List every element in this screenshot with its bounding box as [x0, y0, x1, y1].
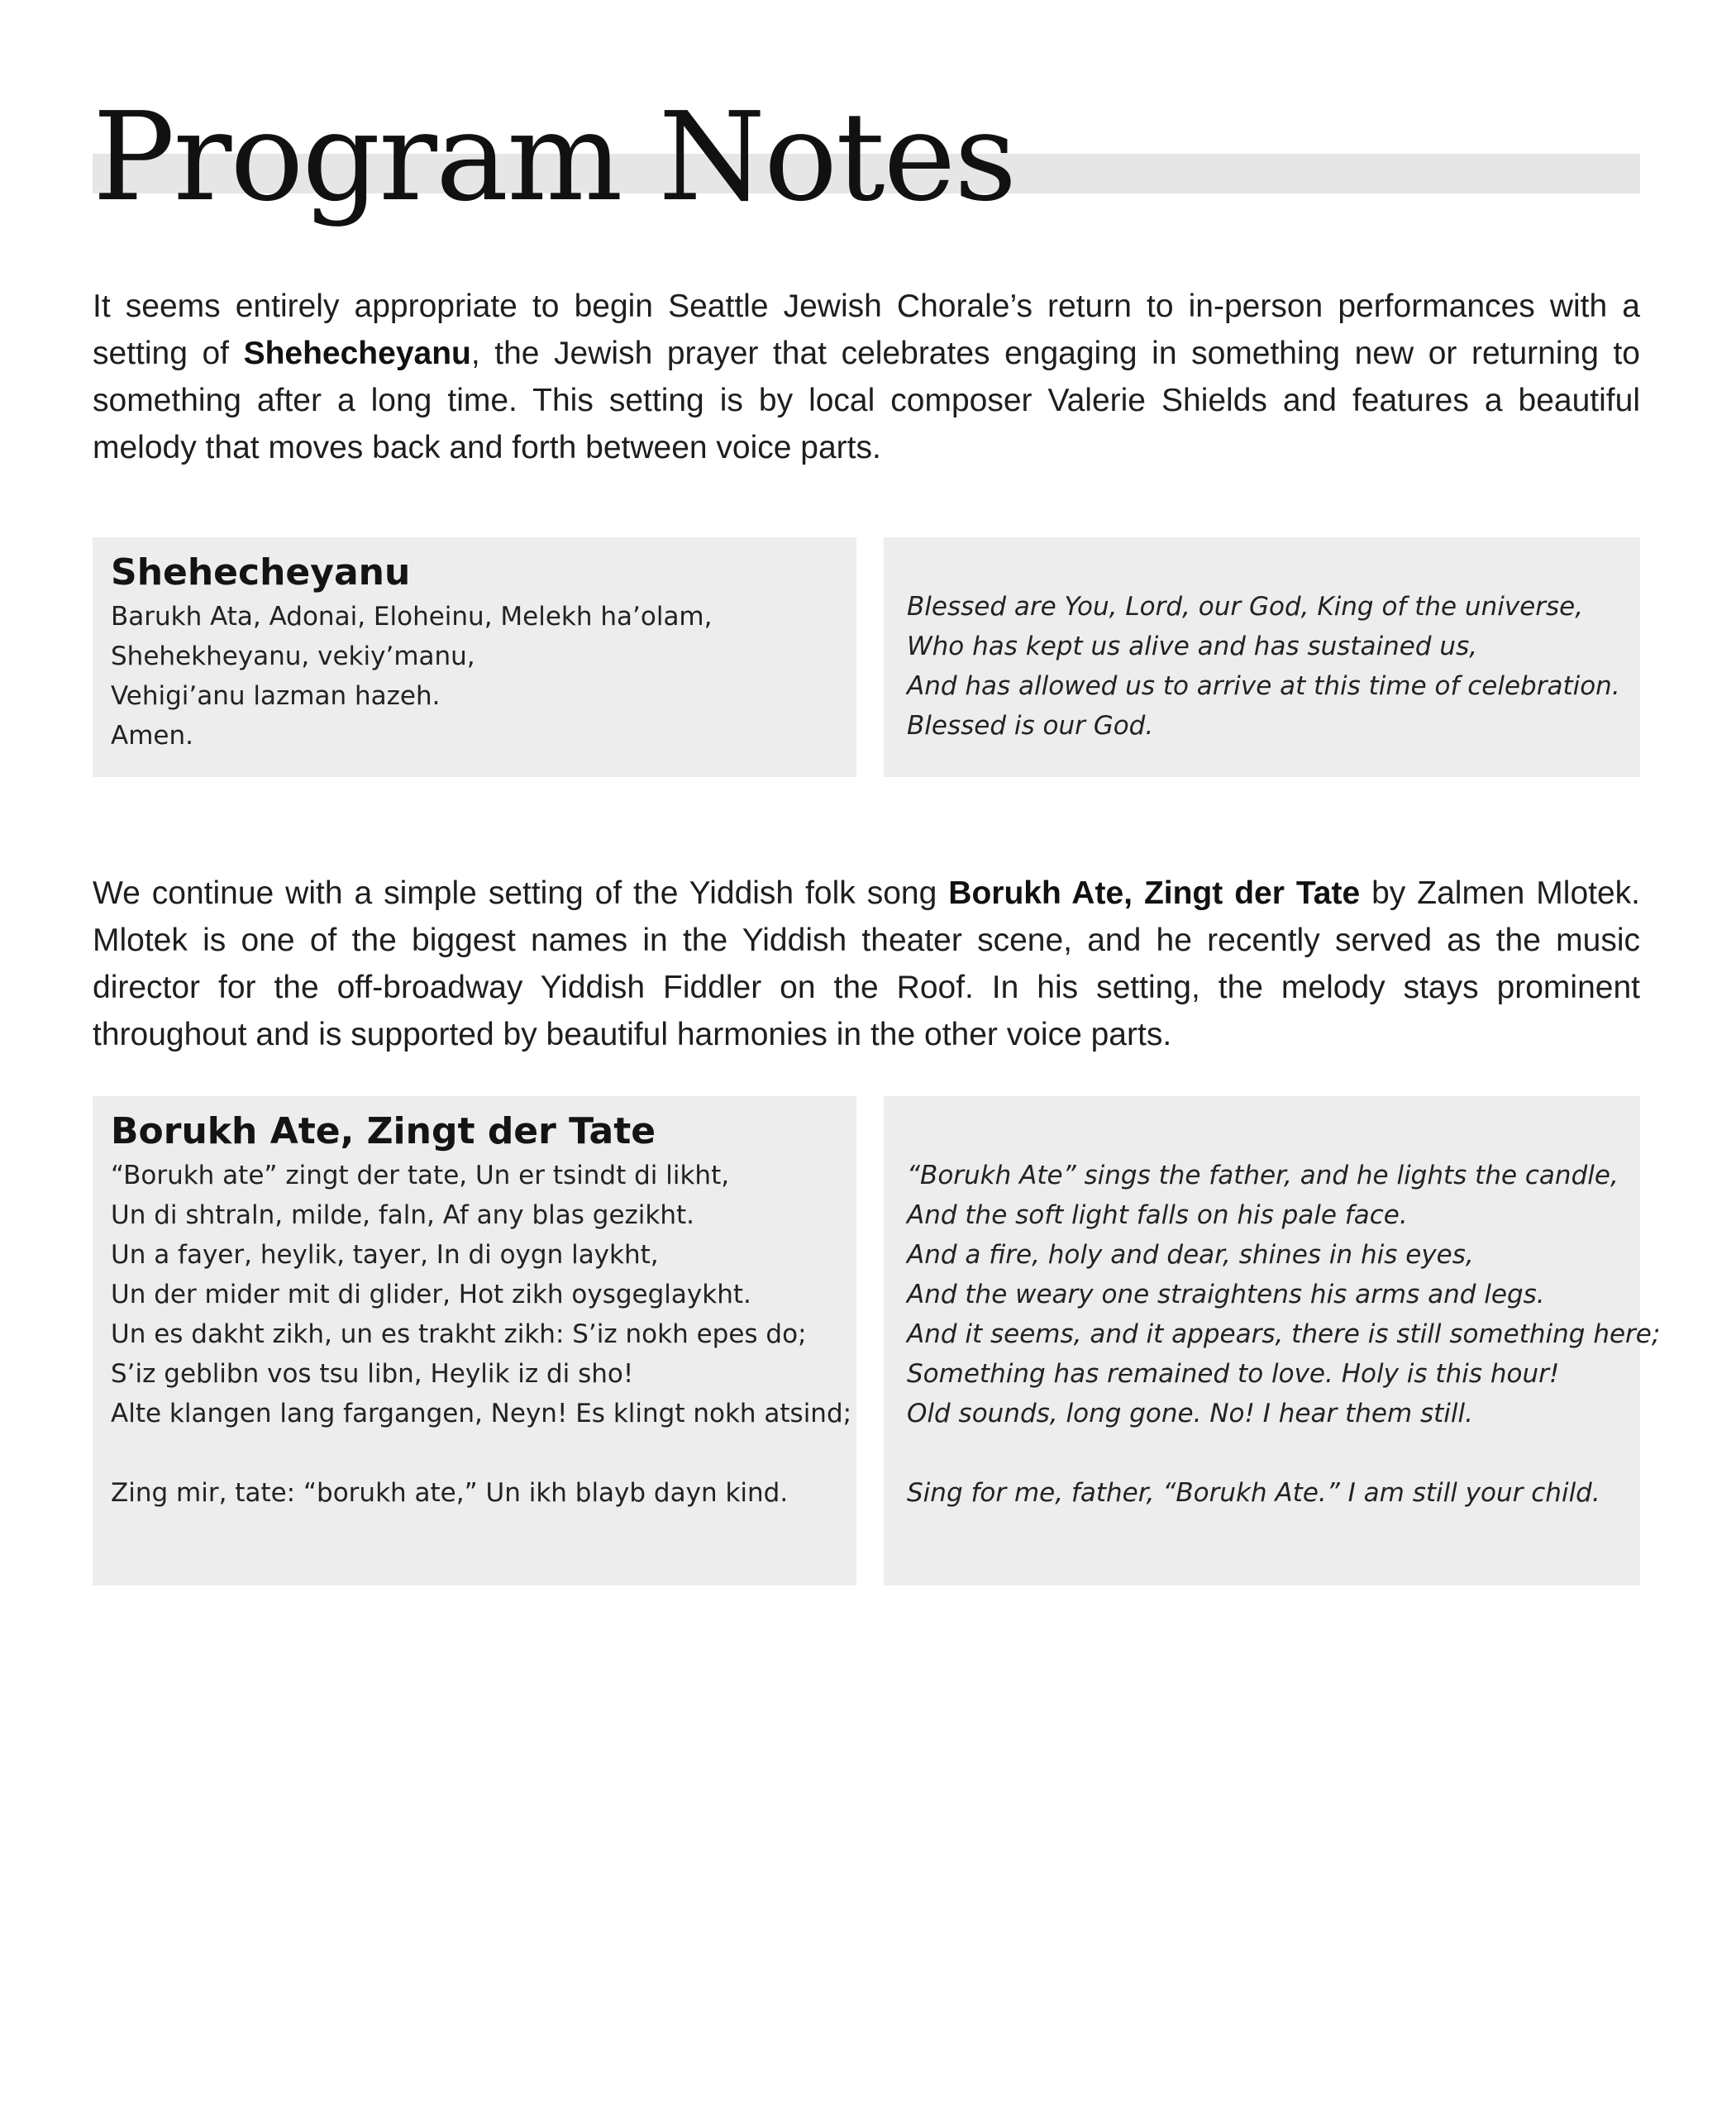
lyric-line: S’iz geblibn vos tsu libn, Heylik iz di sho! [111, 1359, 634, 1389]
lyric-line: Un es dakht zikh, un es trakht zikh: S’iz nokh epes do; [111, 1319, 807, 1349]
intro-text: by Zalmen Mlotek. Mlotek is one of the biggest names in the Yiddish theater scene, and he recently served as the music director for the off-broadway Yiddish Fiddler on the Roof. In his setting, the melody stays prominent throughout and is supported by beautiful harmonies in the other voice parts. [93, 875, 1640, 1052]
translation-line: Blessed is our God. [907, 711, 1154, 741]
lyrics-heading: Shehecheyanu [111, 551, 411, 594]
lyric-line: Un a fayer, heylik, tayer, In di oygn laykht, [111, 1240, 659, 1270]
stanza-gap [111, 1433, 838, 1473]
lyrics-box-translation-borukh-ate [884, 1096, 1661, 1586]
translation-line: “Borukh Ate” sings the father, and he lights the candle, [907, 1161, 1619, 1190]
page-title: Program Notes [93, 86, 1016, 228]
intro-paragraph-borukh-ate [93, 870, 1640, 1058]
translation-line: And the soft light falls on his pale face. [907, 1200, 1408, 1230]
lyric-line: Zing mir, tate: “borukh ate,” Un ikh blayb dayn kind. [111, 1478, 789, 1508]
translation-line: And has allowed us to arrive at this time of celebration. [907, 671, 1620, 701]
song-title-bold: Shehecheyanu [243, 336, 471, 371]
lyrics-box-original-borukh-ate [93, 1096, 856, 1586]
lyric-line: “Borukh ate” zingt der tate, Un er tsindt di likht, [111, 1161, 730, 1190]
translation-line: Sing for me, father, “Borukh Ate.” I am still your child. [907, 1478, 1600, 1508]
lyric-line: Shehekheyanu, vekiy’manu, [111, 641, 475, 671]
lyrics-box-original-shehecheyanu [93, 537, 856, 777]
lyrics-box-translation-shehecheyanu [884, 537, 1640, 777]
translation-line: Blessed are You, Lord, our God, King of the universe, [907, 592, 1584, 622]
stanza-gap [907, 1433, 1617, 1473]
intro-text: We continue with a simple setting of the Yiddish folk song [93, 875, 949, 911]
lyric-line: Un di shtraln, milde, faln, Af any blas gezikht. [111, 1200, 695, 1230]
translation-line: Who has kept us alive and has sustained us, [907, 632, 1478, 661]
intro-text: , the Jewish prayer that celebrates engaging in something new or returning to something after a long time. This setting is by local composer Valerie Shields and features a beautiful melody that moves back and forth between voice parts. [93, 336, 1640, 465]
lyric-line: Vehigi’anu lazman hazeh. [111, 681, 441, 711]
translation-line: And it seems, and it appears, there is still something here; [907, 1319, 1661, 1349]
intro-text: It seems entirely appropriate to begin Seattle Jewish Chorale’s return to in-person performances with a setting of [93, 289, 1640, 371]
intro-paragraph-shehecheyanu [93, 283, 1640, 471]
translation-line: And the weary one straightens his arms and legs. [907, 1280, 1545, 1309]
translation-line: Old sounds, long gone. No! I hear them still. [907, 1399, 1473, 1428]
lyrics-heading: Borukh Ate, Zingt der Tate [111, 1110, 656, 1152]
translation-line: And a fire, holy and dear, shines in his eyes, [907, 1240, 1474, 1270]
lyric-line: Barukh Ata, Adonai, Eloheinu, Melekh ha’olam, [111, 602, 713, 632]
translation-line: Something has remained to love. Holy is this hour! [907, 1359, 1560, 1389]
lyric-line: Alte klangen lang fargangen, Neyn! Es klingt nokh atsind; [111, 1399, 852, 1428]
lyric-line: Un der mider mit di glider, Hot zikh oysgeglaykht. [111, 1280, 751, 1309]
lyric-line: Amen. [111, 721, 193, 751]
song-title-bold: Borukh Ate, Zingt der Tate [948, 875, 1361, 911]
